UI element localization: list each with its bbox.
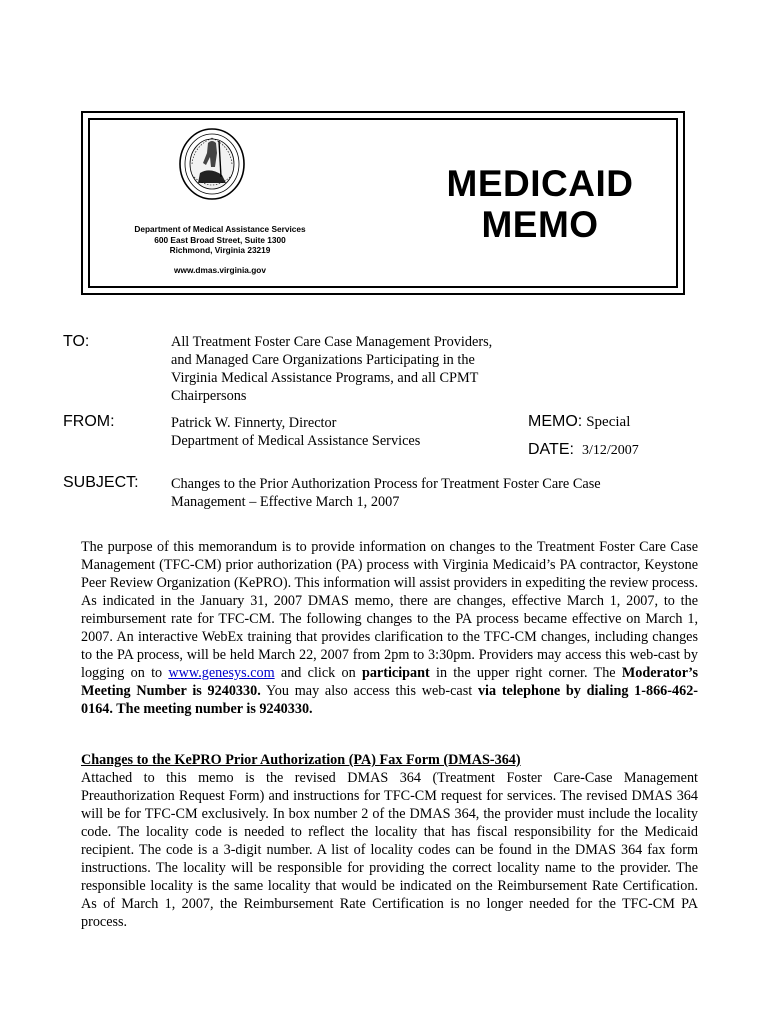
memo-meta (528, 413, 639, 459)
from-line: Patrick W. Finnerty, Director (171, 415, 337, 431)
subject-line: Management – Effective March 1, 2007 (171, 494, 400, 510)
memo-type-value: Special (586, 414, 631, 430)
virginia-seal-icon (178, 127, 246, 201)
from-line: Department of Medical Assistance Services (171, 433, 421, 449)
phone-info: via telephone by dialing 1-866-462-0164. The meeting number is 9240330. (81, 683, 699, 717)
agency-website: www.dmas.virginia.gov (174, 264, 266, 275)
memo-title (420, 163, 660, 245)
agency-address-block (120, 224, 320, 275)
participant-text: participant (361, 665, 430, 681)
memo-date-value: 3/12/2007 (581, 443, 639, 458)
to-line: Chairpersons (171, 388, 247, 404)
subject-text (171, 475, 651, 511)
section-heading: Changes to the KePRO Prior Authorization (PA) Fax Form (DMAS-364) (81, 752, 521, 768)
to-line: All Treatment Foster Care Case Management Providers, (171, 334, 493, 350)
memo-date-label: DATE: (528, 441, 574, 458)
to-recipients (171, 333, 531, 405)
subject-label: SUBJECT: (63, 474, 139, 491)
memo-date-row (528, 441, 639, 459)
genesys-link[interactable]: www.genesys.com (168, 665, 275, 681)
purpose-text-2: and click on (274, 665, 362, 681)
to-line: and Managed Care Organizations Participating in the (171, 352, 475, 368)
moderator-number: Moderator’s Meeting Number is 9240330. (81, 665, 699, 699)
from-label: FROM: (63, 413, 115, 430)
to-label: TO: (63, 333, 90, 350)
agency-address-line-2: Richmond, Virginia 23219 (169, 245, 271, 255)
purpose-paragraph (81, 538, 698, 718)
memo-type-label: MEMO: (528, 413, 583, 430)
memo-title-line-2: MEMO (481, 204, 599, 245)
agency-name: Department of Medical Assistance Services (134, 224, 306, 234)
purpose-text: The purpose of this memorandum is to provide information on changes to the Treatment Foster Care Case Management (TFC-CM) prior authorization (PA) process with Virginia Medicaid’s PA contractor, Keystone Peer Review Organization (KePRO). This information will assist providers in expediting the review process. As indicated in the January 31, 2007 DMAS memo, there are changes, effective March 1, 2007, to the reimbursement rate for TFC-CM. The following changes to the PA process became effective on March 1, 2007. An interactive WebEx training that provides clarification to the TFC-CM changes, including changes to the PA process, will be held March 22, 2007 from 2pm to 3:30pm. Providers may access this web-cast by logging on to (81, 539, 698, 681)
purpose-text-3: in the upper right corner. The (429, 665, 622, 681)
kepro-section (81, 751, 698, 931)
kepro-paragraph: Attached to this memo is the revised DMAS 364 (Treatment Foster Care-Case Management Preauthorization Request Form) and instructions for TFC-CM request for services. The revised DMAS 364 will be for TFC-CM exclusively. In box number 2 of the DMAS 364, the provider must include the locality code. The locality code is needed to reflect the locality that has fiscal responsibility for the Medicaid recipient. The code is a 3-digit number. A list of locality codes can be found in the DMAS 364 fax form instructions. The locality will be responsible for providing the correct locality name to the provider. The responsible locality is the same locality that would be indicated on the Reimbursement Rate Certification. As of March 1, 2007, the Reimbursement Rate Certification is no longer needed for the TFC-CM PA process. (81, 770, 698, 930)
subject-line: Changes to the Prior Authorization Process for Treatment Foster Care Case (171, 476, 601, 492)
from-sender (171, 414, 491, 450)
agency-address-line-1: 600 East Broad Street, Suite 1300 (154, 234, 286, 245)
memo-title-line-1: MEDICAID (446, 163, 634, 204)
memo-type-row (528, 413, 639, 431)
to-line: Virginia Medical Assistance Programs, and all CPMT (171, 370, 479, 386)
purpose-text-4: You may also access this web-cast (260, 683, 478, 699)
